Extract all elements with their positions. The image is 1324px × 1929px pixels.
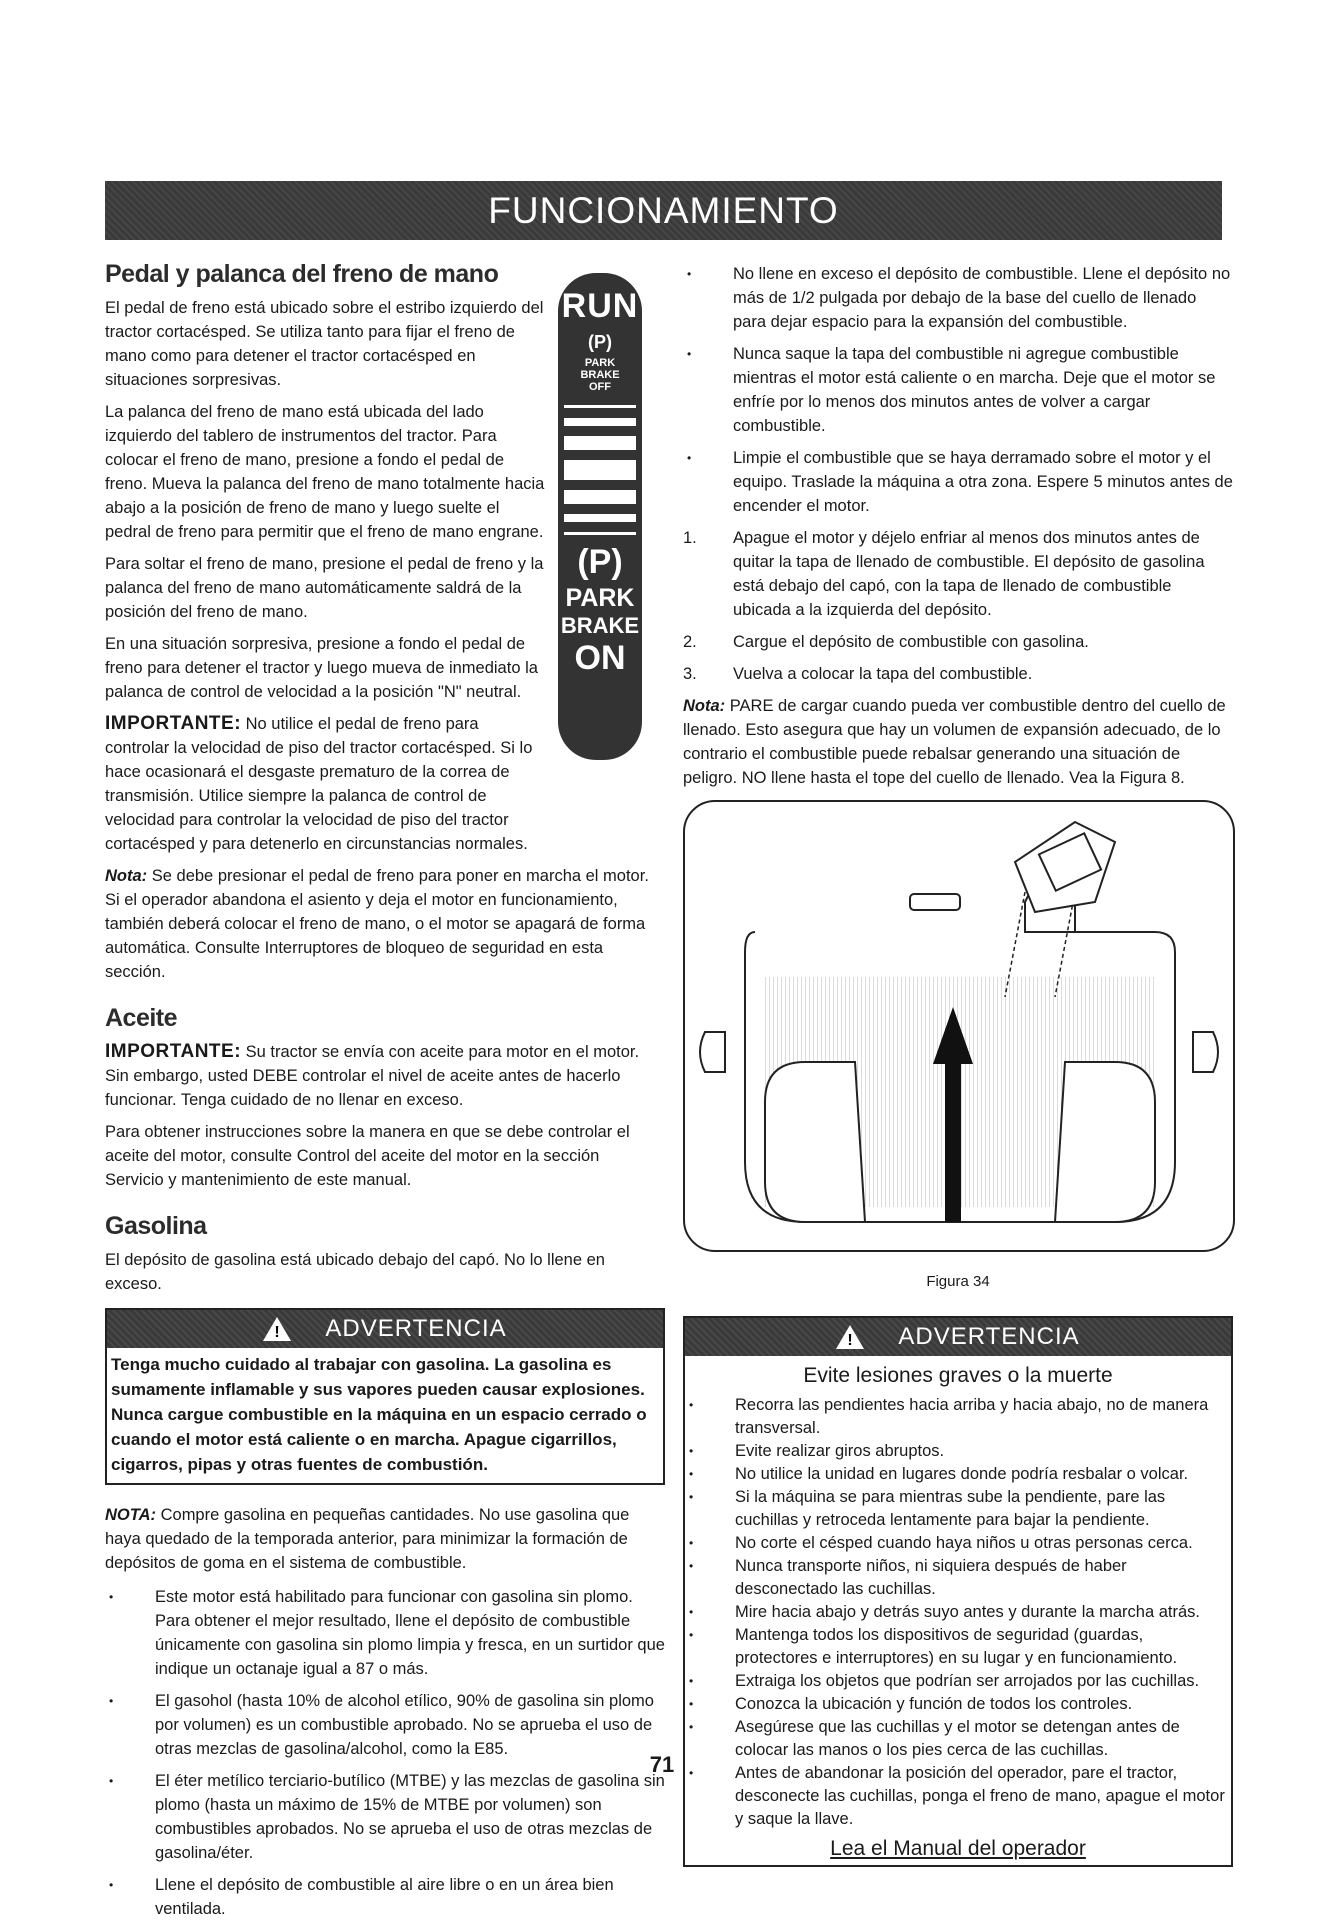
list-item: • Mire hacia abajo y detrás suyo antes y durante la marcha atrás. [685,1601,1227,1624]
list-item: • Si la máquina se para mientras sube la pendiente, pare las cuchillas y retroceda lentamente para bajar la pendiente. [685,1486,1227,1532]
brake-important [105,712,545,856]
step-number: 3. [683,665,697,683]
important-label: IMPORTANTE: [105,1041,242,1062]
brake-paragraph-4: En una situación sorpresiva, presione a fondo el pedal de freno para detener el tractor y luego mueva de inmediato la palanca de control de velocidad a la posición "N" neutral. [105,635,538,701]
step-text: Vuelva a colocar la tapa del combustible. [733,665,1033,683]
list-item: • Nunca transporte niños, ni siquiera después de haber desconectado las cuchillas. [685,1555,1227,1601]
fuel-note [105,1503,650,1575]
warning-header [107,1310,663,1348]
fuel-tank-figure [683,800,1235,1252]
list-item: • Extraiga los objetos que podrían ser arrojados por las cuchillas. [685,1670,1227,1693]
warning-subtitle: Evite lesiones graves o la muerte [803,1364,1113,1387]
bar [564,460,636,480]
position-bars [564,405,636,535]
fuel-heading: Gasolina [105,1212,207,1240]
list-item: • No llene en exceso el depósito de combustible. Llene el depósito no más de 1/2 pulgada por debajo de la base del cuello de llenado para dejar espacio para la expansión del combustible. [683,262,1233,334]
fuel-paragraph: El depósito de gasolina está ubicado debajo del capó. No lo llene en exceso. [105,1251,605,1293]
list-item: • El éter metílico terciario-butílico (MTBE) y las mezclas de gasolina sin plomo (hasta un máximo de 15% de MTBE por volumen) son combustibles aprobados. No se aprueba el uso de otras mezclas de gasolina/éter. [105,1769,665,1865]
list-item [683,526,1233,622]
list-item: • Asegúrese que las cuchillas y el motor se detengan antes de colocar las manos o los pies cerca de las cuchillas. [685,1716,1227,1762]
label-line: BRAKE [580,369,620,381]
fuel-fill-note [683,694,1233,790]
bar [564,490,636,504]
oil-paragraph: Para obtener instrucciones sobre la manera en que se debe controlar el aceite del motor, consulte Control del aceite del motor en la sección Servicio y mantenimiento de este manual. [105,1123,630,1189]
label-line: PARK [584,357,616,369]
important-text: Su tractor se envía con aceite para motor en el motor. Sin embargo, usted DEBE controlar el nivel de aceite antes de hacerlo funcionar. Tenga cuidado de no llenar en exceso. [105,1043,640,1109]
figure-caption: Figura 34 [926,1273,990,1290]
warning-footer: Lea el Manual del operador [830,1837,1086,1860]
brake-paragraph-2: La palanca del freno de mano está ubicada del lado izquierdo del tablero de instrumentos del tractor. Para colocar el freno de mano, presione a fondo el pedal de freno. Mueva la palanca del freno de mano totalmente hacia abajo a la posición de freno de mano y luego suelte el pedral de freno para permitir que el freno de mano engrane. [105,403,545,541]
warning-title: ADVERTENCIA [325,1315,507,1342]
park-symbol-large-icon: (P) [577,543,623,581]
brake-paragraph-1: El pedal de freno está ubicado sobre el estribo izquierdo del tractor cortacésped. Se utiliza tanto para fijar el freno de mano como para detener el tractor cortacésped en situaciones sorpresivas. [105,299,544,389]
list-item [683,662,1233,686]
list-item: • Nunca saque la tapa del combustible ni agregue combustible mientras el motor está caliente o en marcha. Deje que el motor se enfríe por lo menos dos minutos antes de volver a cargar combustible. [683,342,1233,438]
section-banner: FUNCIONAMIENTO [105,181,1222,240]
fuel-steps-list [683,526,1233,686]
warning-title: ADVERTENCIA [898,1323,1080,1350]
park-symbol-icon: (P) [588,332,612,352]
list-item: • Antes de abandonar la posición del operador, pare el tractor, desconecte las cuchillas, ponga el freno de mano, apague el motor y saque la llave. [685,1762,1227,1831]
step-number: 2. [683,633,697,651]
oil-important [105,1040,645,1112]
list-item: • No utilice la unidad en lugares donde podría resbalar o volcar. [685,1463,1227,1486]
brake-label: BRAKE [560,613,640,638]
list-item: • Limpie el combustible que se haya derramado sobre el motor y el equipo. Traslade la máquina a otra zona. Espere 5 minutos antes de encender el motor. [683,446,1233,518]
brake-note [105,864,665,984]
warning-triangle-icon: ! [263,1317,291,1341]
label-line: OFF [589,381,611,393]
list-item [683,630,1233,654]
bar [564,532,636,535]
list-item: • Llene el depósito de combustible al aire libre o en un área bien ventilada. [105,1873,665,1921]
important-label: IMPORTANTE: [105,713,242,734]
important-text: No utilice el pedal de freno para controlar la velocidad de piso del tractor cortacésped. Si lo hace ocasionará el desgaste prematuro de la correa de transmisión. Utilice siempre la palanca de control de velocidad para controlar la velocidad de piso del tractor cortacésped y para detenerlo en circunstancias normales. [105,715,533,853]
note-text: PARE de cargar cuando pueda ver combustible dentro del cuello de llenado. Esto asegura que hay un volumen de expansión adecuado, de lo contrario el combustible puede rebalsar generando una situación de peligro. NO llene hasta el tope del cuello de llenado. Vea la Figura 8. [683,697,1226,787]
warning-text: Tenga mucho cuidado al trabajar con gasolina. La gasolina es sumamente inflamable y sus vapores pueden causar explosiones. Nunca cargue combustible en la máquina en un espacio cerrado o cuando el motor está caliente o en marcha. Apague cigarrillos, cigarros, pipas y otras fuentes de combustión. [111,1355,647,1474]
brake-heading: Pedal y palanca del freno de mano [105,260,499,288]
list-item: • El gasohol (hasta 10% de alcohol etílico, 90% de gasolina sin plomo por volumen) es un combustible aprobado. No se aprueba el uso de otras mezclas de gasolina/alcohol, como la E85. [105,1689,665,1761]
fuel-warning-box [105,1308,665,1485]
note-label: Nota: [105,867,148,885]
on-label: ON [574,639,626,677]
safety-warning-box [683,1316,1233,1867]
note-label: Nota: [683,697,726,715]
bar [564,405,636,408]
park-brake-off-label [558,357,642,393]
list-item: • Mantenga todos los dispositivos de seguridad (guardas, protectores e interruptores) en su lugar y en funcionamiento. [685,1624,1227,1670]
list-item: • Recorra las pendientes hacia arriba y hacia abajo, no de manera transversal. [685,1394,1227,1440]
page-number: 71 [649,1752,675,1777]
warning-header [685,1318,1231,1356]
fuel-precautions-list [683,262,1233,518]
note-text: Compre gasolina en pequeñas cantidades. No use gasolina que haya quedado de la temporada anterior, para minimizar la formación de depósitos de goma en el sistema de combustible. [105,1506,630,1572]
step-text: Apague el motor y déjelo enfriar al menos dos minutos antes de quitar la tapa de llenado de combustible. El depósito de gasolina está debajo del capó, con la tapa de llenado de combustible ubicada a la izquierda del depósito. [733,529,1205,619]
list-item: • Conozca la ubicación y función de todos los controles. [685,1693,1227,1716]
brake-paragraph-3: Para soltar el freno de mano, presione el pedal de freno y la palanca del freno de mano automáticamente saldrá de la posición del freno de mano. [105,555,544,621]
oil-heading: Aceite [105,1004,178,1032]
bar [564,418,636,426]
bar [564,436,636,450]
step-text: Cargue el depósito de combustible con gasolina. [733,633,1089,651]
right-column [683,262,1233,1867]
warning-triangle-icon: ! [836,1325,864,1349]
run-label: RUN [561,287,639,325]
park-label: PARK [565,584,635,612]
park-brake-graphic [558,273,642,760]
list-item: • No corte el césped cuando haya niños u otras personas cerca. [685,1532,1227,1555]
list-item: • Este motor está habilitado para funcionar con gasolina sin plomo. Para obtener el mejor resultado, llene el depósito de combustible únicamente con gasolina sin plomo limpia y fresca, en un surtidor que indique un octanaje igual a 87 o más. [105,1585,665,1681]
fuel-tank-illustration [685,802,1233,1250]
note-label: NOTA: [105,1506,157,1524]
note-text: Se debe presionar el pedal de freno para poner en marcha el motor. Si el operador abandona el asiento y deja el motor en funcionamiento, también deberá colocar el freno de mano, o el motor se apagará de forma automática. Consulte Interruptores de bloqueo de seguridad en esta sección. [105,867,649,981]
list-item: • Evite realizar giros abruptos. [685,1440,1227,1463]
bar [564,514,636,522]
step-number: 1. [683,529,697,547]
